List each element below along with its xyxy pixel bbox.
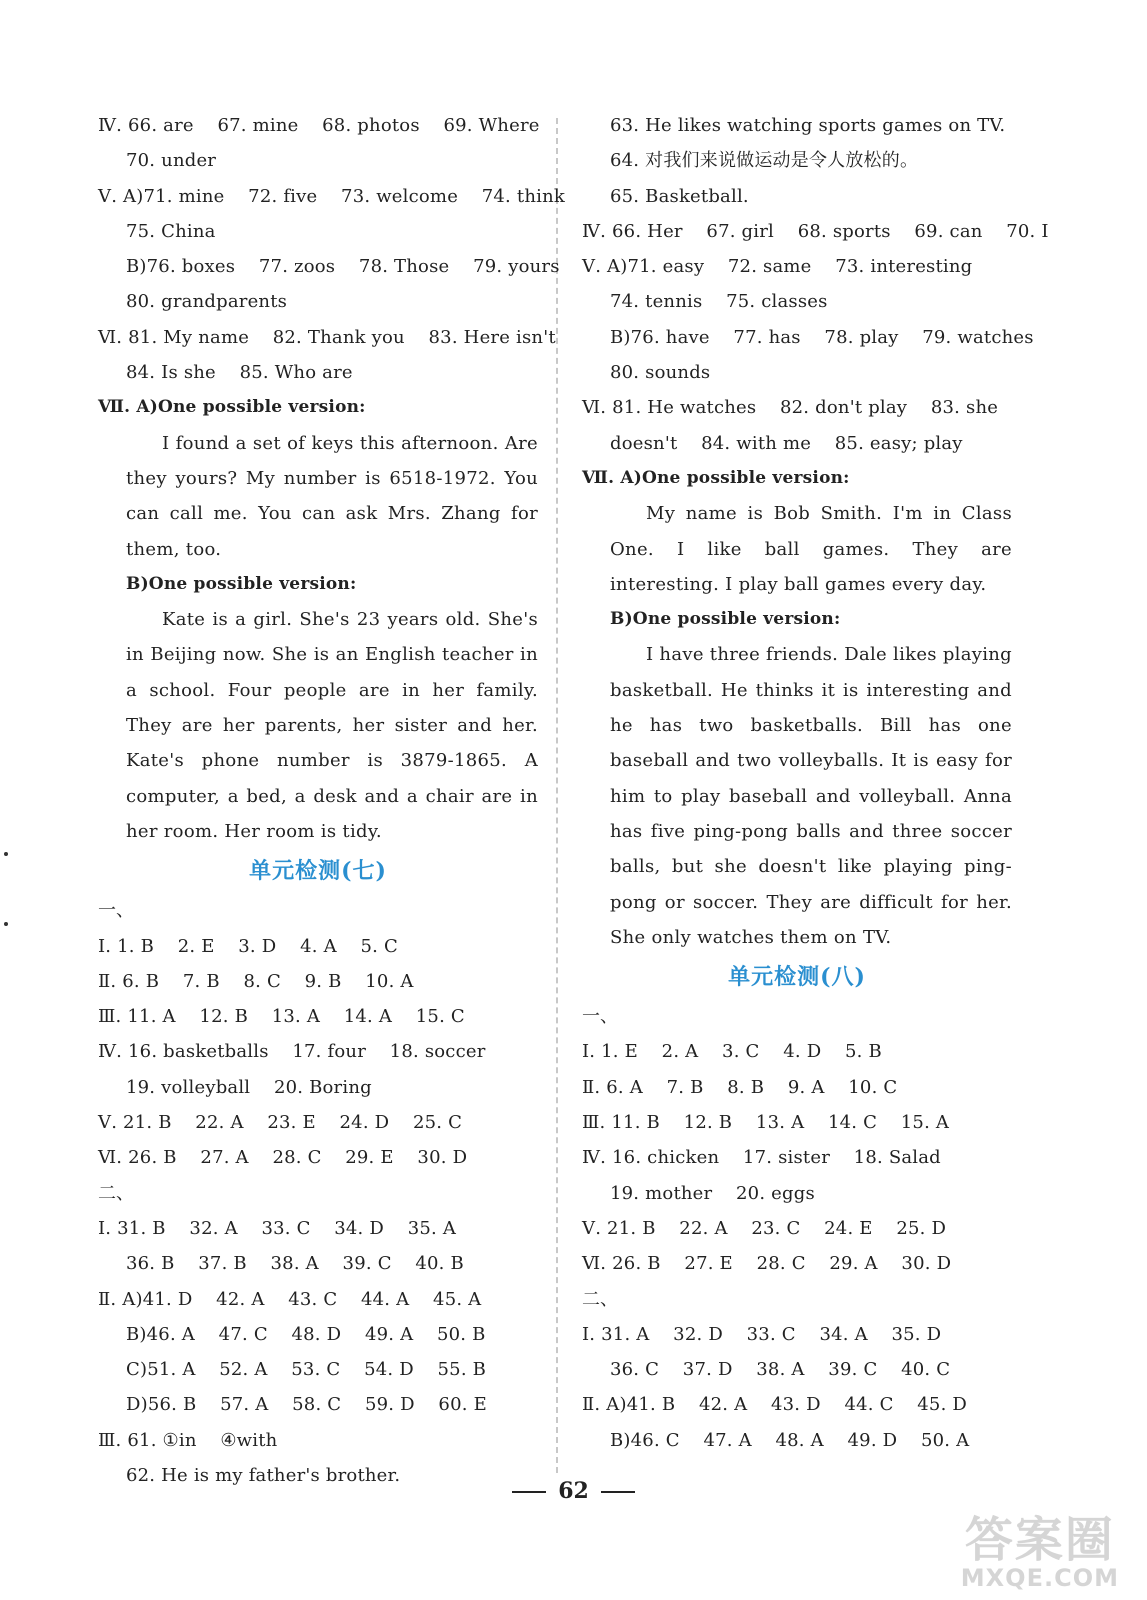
answer-line: 64. 对我们来说做运动是令人放松的。 <box>610 150 919 172</box>
writing-b-text: Kate is a girl. She's 23 years old. She's in Beijing now. She is an English teacher in a school. Four people are in her family. They are her parents, her sister and her. Kate's phone number is 3879-1865. A computer, a bed, a desk and a chair are in her room. Her room is tidy. <box>126 609 538 842</box>
unit-test-8-title: 单元检测(八) <box>728 964 866 991</box>
answer-line: Ⅵ. 81. He watches 82. don't play 83. she <box>582 397 999 419</box>
answer-line: Ⅴ. A)71. mine 72. five 73. welcome 74. think <box>98 185 565 207</box>
answer-line: B)46. A 47. C 48. D 49. A 50. B <box>126 1323 486 1345</box>
answer-line: Ⅲ. 11. B 12. B 13. A 14. C 15. A <box>582 1112 950 1134</box>
answer-line: 74. tennis 75. classes <box>610 291 828 313</box>
answer-line: Ⅰ. 1. B 2. E 3. D 4. A 5. C <box>98 935 398 957</box>
answer-line: Ⅳ. 66. Her 67. girl 68. sports 69. can 70. I <box>582 220 1049 242</box>
answer-line: Ⅵ. 81. My name 82. Thank you 83. Here isn't <box>98 326 556 348</box>
answer-line: Ⅰ. 31. A 32. D 33. C 34. A 35. D <box>582 1323 942 1345</box>
answer-lines-unit8-part2 <box>582 1317 1012 1458</box>
writing-a-label: Ⅶ. A)One possible version: <box>98 397 366 418</box>
answer-line: Ⅲ. 61. ①in ④with <box>98 1429 278 1451</box>
answer-line: C)51. A 52. A 53. C 54. D 55. B <box>126 1359 487 1381</box>
watermark-top-text: 答案圈 <box>964 1512 1115 1568</box>
answer-line: Ⅱ. 6. B 7. B 8. C 9. B 10. A <box>98 970 414 992</box>
unit-test-7-title: 单元检测(七) <box>249 858 387 885</box>
section-one-heading: 一、 <box>582 1006 618 1028</box>
writing-b-label: B)One possible version: <box>126 573 357 594</box>
column-divider <box>556 118 558 1473</box>
watermark-bottom-text: MXQE.COM <box>960 1564 1119 1592</box>
answer-line: Ⅴ. 21. B 22. A 23. E 24. D 25. C <box>98 1112 463 1134</box>
right-column <box>582 108 1049 1458</box>
answer-line: Ⅱ. 6. A 7. B 8. B 9. A 10. C <box>582 1076 898 1098</box>
answer-lines-unit6-part3 <box>98 108 565 390</box>
answer-line: Ⅵ. 26. B 27. A 28. C 29. E 30. D <box>98 1147 468 1169</box>
answer-line: Ⅱ. A)41. D 42. A 43. C 44. A 45. A <box>98 1288 482 1310</box>
answer-line: 65. Basketball. <box>610 185 749 207</box>
writing-a-label: Ⅶ. A)One possible version: <box>582 467 850 488</box>
page-number-dash-left <box>512 1491 546 1493</box>
answer-line: Ⅴ. 21. B 22. A 23. C 24. E 25. D <box>582 1217 947 1239</box>
answer-line: doesn't 84. with me 85. easy; play <box>610 432 963 454</box>
answer-line: 80. grandparents <box>126 291 288 313</box>
page-number-dash-right <box>601 1491 635 1493</box>
margin-dot <box>4 852 8 856</box>
page-number-value: 62 <box>558 1478 589 1504</box>
answer-line: B)46. C 47. A 48. A 49. D 50. A <box>610 1429 970 1451</box>
answer-lines-unit7-part2 <box>98 1211 538 1493</box>
answer-line: 19. volleyball 20. Boring <box>126 1076 372 1098</box>
writing-a-text: My name is Bob Smith. I'm in Class One. I like ball games. They are interesting. I play ball games every day. <box>610 503 1012 595</box>
answer-lines-unit8-part1 <box>582 1034 1012 1281</box>
answer-line: B)76. have 77. has 78. play 79. watches <box>610 326 1034 348</box>
answer-line: Ⅳ. 16. chicken 17. sister 18. Salad <box>582 1147 941 1169</box>
answer-line: 70. under <box>126 150 217 172</box>
page-number <box>0 1478 1147 1504</box>
answer-line: 80. sounds <box>610 362 711 384</box>
answer-lines-unit7-part3 <box>582 108 1049 461</box>
answer-line: 36. C 37. D 38. A 39. C 40. C <box>610 1359 951 1381</box>
watermark-logo <box>960 1512 1119 1592</box>
answer-line: Ⅳ. 66. are 67. mine 68. photos 69. Where <box>98 115 540 136</box>
answer-line: 84. Is she 85. Who are <box>126 362 353 384</box>
answer-line: 36. B 37. B 38. A 39. C 40. B <box>126 1253 464 1275</box>
section-two-heading: 二、 <box>582 1288 618 1310</box>
answer-line: 19. mother 20. eggs <box>610 1182 815 1204</box>
answer-line: Ⅳ. 16. basketballs 17. four 18. soccer <box>98 1041 486 1063</box>
answer-line: Ⅰ. 1. E 2. A 3. C 4. D 5. B <box>582 1041 882 1063</box>
section-one-heading: 一、 <box>98 900 134 922</box>
writing-b-text: I have three friends. Dale likes playing basketball. He thinks it is interesting and he has two basketballs. Bill has one baseball and two volleyballs. It is easy for him to play baseball and volleyball. Anna has five ping-pong balls and three soccer balls, but she doesn't like playing ping-pong or soccer. They are difficult for her. She only watches them on TV. <box>610 644 1013 948</box>
answer-line: Ⅵ. 26. B 27. E 28. C 29. A 30. D <box>582 1253 952 1275</box>
answer-line: D)56. B 57. A 58. C 59. D 60. E <box>126 1394 487 1416</box>
margin-dot <box>4 922 8 926</box>
section-two-heading: 二、 <box>98 1182 134 1204</box>
answer-line: 62. He is my father's brother. <box>126 1464 401 1486</box>
answer-line: Ⅰ. 31. B 32. A 33. C 34. D 35. A <box>98 1217 457 1239</box>
answer-line: Ⅲ. 11. A 12. B 13. A 14. A 15. C <box>98 1006 465 1028</box>
answer-line: 63. He likes watching sports games on TV. <box>610 115 1006 136</box>
answer-line: Ⅴ. A)71. easy 72. same 73. interesting <box>582 256 973 278</box>
answer-line: B)76. boxes 77. zoos 78. Those 79. yours <box>126 256 560 278</box>
writing-b-label: B)One possible version: <box>610 609 841 630</box>
left-column <box>98 108 565 1493</box>
answer-line: Ⅱ. A)41. B 42. A 43. D 44. C 45. D <box>582 1394 968 1416</box>
answer-line: 75. China <box>126 220 216 242</box>
answer-lines-unit7-part1 <box>98 929 538 1176</box>
writing-a-text: I found a set of keys this afternoon. Are they yours? My number is 6518-1972. You can call me. You can ask Mrs. Zhang for them, too. <box>126 432 538 560</box>
